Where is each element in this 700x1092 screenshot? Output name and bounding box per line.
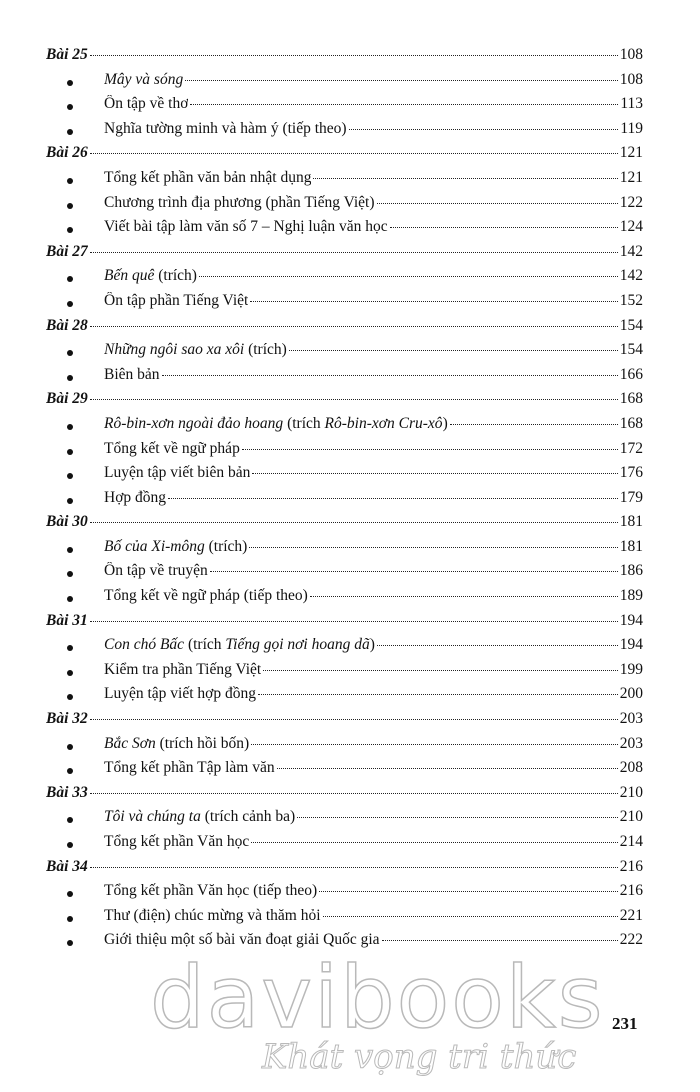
lesson-title: Bài 25 xyxy=(46,46,88,63)
toc-page-number: 108 xyxy=(619,70,643,88)
dot-leader xyxy=(310,596,618,597)
item-title xyxy=(104,292,248,310)
dot-leader xyxy=(90,793,618,794)
toc-page-number: 200 xyxy=(619,685,643,703)
dot-leader xyxy=(162,375,618,376)
dot-leader xyxy=(377,645,618,646)
item-title xyxy=(104,562,208,580)
lesson-title: Bài 29 xyxy=(46,390,88,408)
dot-leader xyxy=(251,744,618,745)
item-title xyxy=(104,735,249,753)
toc-page-number: 181 xyxy=(619,513,643,531)
dot-leader xyxy=(450,424,618,425)
toc-lesson-row xyxy=(46,243,643,268)
dot-leader xyxy=(90,621,618,622)
dot-leader xyxy=(90,326,618,327)
dot-leader xyxy=(263,670,618,671)
toc-page-number: 221 xyxy=(619,906,643,924)
watermark-brand: davibooks xyxy=(150,948,605,1048)
page-number: 231 xyxy=(612,1014,638,1033)
toc-page-number: 189 xyxy=(619,587,643,605)
toc-page-number: 172 xyxy=(619,439,643,457)
toc-page-number: 124 xyxy=(619,218,643,236)
lesson-title: Bài 31 xyxy=(46,611,88,629)
item-title-part: Tổng kết phần Văn học xyxy=(104,833,250,850)
item-title-part: (trích cảnh ba) xyxy=(200,808,296,826)
item-title-part: (trích) xyxy=(204,537,248,555)
toc-item-row xyxy=(46,833,643,858)
dot-leader xyxy=(250,301,617,302)
toc-page-number: 121 xyxy=(619,144,643,162)
item-title-part: (trích hồi bốn) xyxy=(155,734,250,752)
toc-lesson-row xyxy=(46,144,643,169)
item-title xyxy=(104,120,347,138)
dot-leader xyxy=(251,842,618,843)
item-title xyxy=(104,636,375,654)
toc-lesson-row xyxy=(46,710,643,735)
toc-item-row xyxy=(46,489,643,514)
dot-leader xyxy=(319,891,618,892)
item-title-part: Ôn tập về truyện xyxy=(104,562,208,580)
toc-item-row xyxy=(46,440,643,465)
dot-leader xyxy=(377,203,618,204)
item-title xyxy=(104,833,249,851)
dot-leader xyxy=(349,129,619,130)
item-title xyxy=(104,661,261,679)
watermark-slogan: Khát vọng tri thức xyxy=(262,1037,577,1077)
item-title xyxy=(104,538,247,556)
toc-page-number: 194 xyxy=(619,636,643,654)
dot-leader xyxy=(313,178,617,179)
dot-leader xyxy=(277,768,618,769)
lesson-title: Bài 28 xyxy=(46,316,88,334)
item-title-part: Bắc Sơn xyxy=(104,734,156,752)
toc-item-row xyxy=(46,735,643,760)
item-title-part: Tổng kết về ngữ pháp xyxy=(104,439,240,457)
dot-leader xyxy=(390,227,618,228)
dot-leader xyxy=(90,153,618,154)
toc-lesson-row xyxy=(46,513,643,538)
item-title xyxy=(104,415,448,433)
item-title-part: Bố của Xi-mông xyxy=(104,537,205,555)
item-title xyxy=(104,685,256,703)
toc-item-row xyxy=(46,661,643,686)
lesson-title: Bài 27 xyxy=(46,242,88,260)
item-title-part: (trích xyxy=(283,414,325,432)
item-title-part: (trích) xyxy=(244,341,287,359)
item-title-part: Giới thiệu một số bài văn đoạt giải Quốc gia xyxy=(104,931,380,949)
toc-item-row xyxy=(46,194,643,219)
item-title-part: Luyện tập viết hợp đồng xyxy=(104,685,256,703)
toc-page-number: 142 xyxy=(619,267,643,285)
toc-page-number: 222 xyxy=(619,931,643,949)
item-title xyxy=(104,489,166,507)
toc-item-row xyxy=(46,366,643,391)
toc-item-row xyxy=(46,759,643,784)
item-title-part: Ôn tập về thơ xyxy=(104,95,189,113)
toc-page-number: 108 xyxy=(619,46,643,63)
item-title-part: Bến quê xyxy=(104,267,155,285)
toc-item-row xyxy=(46,415,643,440)
toc-item-row xyxy=(46,464,643,489)
toc-page-number: 210 xyxy=(619,783,643,801)
toc-item-row xyxy=(46,341,643,366)
toc-lesson-row xyxy=(46,858,643,883)
dot-leader xyxy=(90,719,618,720)
item-title xyxy=(104,169,311,187)
toc-lesson-row xyxy=(46,390,643,415)
toc-item-row xyxy=(46,538,643,563)
toc-page-number: 176 xyxy=(619,464,643,482)
item-title-part: Ôn tập phần Tiếng Việt xyxy=(104,291,249,309)
item-title xyxy=(104,587,308,605)
item-title xyxy=(104,366,160,384)
item-title-part: Tổng kết phần Tập làm văn xyxy=(104,759,275,777)
item-title xyxy=(104,759,275,777)
item-title-part: ) xyxy=(442,414,448,432)
dot-leader xyxy=(323,916,618,917)
toc-page-number: 142 xyxy=(619,242,643,260)
toc-item-row xyxy=(46,292,643,317)
item-title-part: Tổng kết phần Văn học (tiếp theo) xyxy=(104,882,318,900)
dot-leader xyxy=(90,399,618,400)
item-title xyxy=(104,808,295,826)
dot-leader xyxy=(90,522,618,523)
toc-item-row xyxy=(46,808,643,833)
item-title xyxy=(104,440,240,458)
dot-leader xyxy=(382,940,618,941)
toc-item-row xyxy=(46,907,643,932)
toc-page-number: 152 xyxy=(619,291,643,309)
toc-item-row xyxy=(46,267,643,292)
lesson-title: Bài 26 xyxy=(46,144,88,162)
toc-page-number: 122 xyxy=(619,193,643,211)
item-title-part: Viết bài tập làm văn số 7 – Nghị luận văn học xyxy=(104,218,388,236)
item-title xyxy=(104,267,197,285)
item-title-part: Rô-bin-xơn Cru-xô xyxy=(324,414,443,432)
item-title-part: Những ngôi sao xa xôi xyxy=(104,341,245,359)
toc-item-row xyxy=(46,882,643,907)
toc-page-number: 119 xyxy=(620,119,643,137)
dot-leader xyxy=(258,694,618,695)
toc-page-number: 181 xyxy=(619,537,643,555)
toc-page-number: 216 xyxy=(619,882,643,900)
item-title xyxy=(104,194,375,212)
toc-page-number: 154 xyxy=(619,341,643,359)
lesson-title: Bài 30 xyxy=(46,513,88,531)
toc-item-row xyxy=(46,587,643,612)
toc-lesson-row xyxy=(46,612,643,637)
item-title-part: Kiểm tra phần Tiếng Việt xyxy=(104,660,262,678)
item-title-part: (trích xyxy=(184,636,226,654)
toc-page-number: 214 xyxy=(619,833,643,850)
lesson-title: Bài 32 xyxy=(46,710,88,728)
item-title xyxy=(104,95,188,113)
toc-item-row xyxy=(46,562,643,587)
item-title xyxy=(104,931,380,949)
item-title-part: Hợp đồng xyxy=(104,488,167,506)
item-title xyxy=(104,341,287,359)
item-title-part: (trích) xyxy=(154,267,197,285)
dot-leader xyxy=(199,276,618,277)
item-title-part: Thư (điện) chúc mừng và thăm hỏi xyxy=(104,906,321,924)
toc-page-number: 186 xyxy=(619,562,643,580)
item-title-part: Rô-bin-xơn ngoài đảo hoang xyxy=(104,414,284,432)
dot-leader xyxy=(252,473,617,474)
toc-page-number: 179 xyxy=(619,488,643,506)
toc-page-number: 199 xyxy=(619,660,643,678)
toc-item-row xyxy=(46,169,643,194)
dot-leader xyxy=(90,55,618,56)
toc-item-row xyxy=(46,120,643,145)
item-title-part: Tổng kết phần văn bản nhật dụng xyxy=(104,168,312,186)
item-title-part: Chương trình địa phương (phần Tiếng Việt) xyxy=(104,193,375,211)
toc-page-number: 210 xyxy=(619,808,643,826)
dot-leader xyxy=(168,498,618,499)
toc-page-number: 168 xyxy=(619,390,643,408)
item-title-part: Tôi và chúng ta xyxy=(104,808,201,826)
item-title xyxy=(104,907,321,925)
lesson-title: Bài 33 xyxy=(46,783,88,801)
item-title-part: Nghĩa tường minh và hàm ý (tiếp theo) xyxy=(104,119,347,137)
toc-lesson-row xyxy=(46,317,643,342)
item-title-part: Mây và sóng xyxy=(104,70,184,88)
item-title xyxy=(104,71,183,89)
item-title-part: Luyện tập viết biên bản xyxy=(104,464,251,482)
lesson-title: Bài 34 xyxy=(46,857,88,875)
toc-page-number: 166 xyxy=(619,365,643,383)
toc-item-row xyxy=(46,71,643,96)
toc-page-number: 203 xyxy=(619,734,643,752)
toc-item-row xyxy=(46,685,643,710)
toc-lesson-row xyxy=(46,46,643,71)
toc-item-row xyxy=(46,636,643,661)
item-title xyxy=(104,464,250,482)
dot-leader xyxy=(297,817,618,818)
toc-item-row xyxy=(46,218,643,243)
dot-leader xyxy=(210,571,618,572)
toc-page-number: 113 xyxy=(620,95,643,113)
toc-page-number: 216 xyxy=(619,857,643,875)
dot-leader xyxy=(90,867,618,868)
toc-page-number: 154 xyxy=(619,316,643,334)
item-title xyxy=(104,218,388,236)
toc-page-number: 203 xyxy=(619,710,643,728)
item-title-part: Tổng kết về ngữ pháp (tiếp theo) xyxy=(104,587,308,605)
toc-page-number: 194 xyxy=(619,611,643,629)
table-of-contents xyxy=(46,46,643,956)
toc-page-number: 168 xyxy=(619,414,643,432)
dot-leader xyxy=(289,350,618,351)
item-title-part: Con chó Bấc xyxy=(104,636,185,654)
item-title xyxy=(104,882,317,900)
dot-leader xyxy=(249,547,617,548)
item-title-part: Biên bản xyxy=(104,365,160,383)
item-title-part: Tiếng gọi nơi hoang dã xyxy=(225,636,370,654)
toc-lesson-row xyxy=(46,784,643,809)
toc-page-number: 121 xyxy=(619,168,643,186)
dot-leader xyxy=(242,449,618,450)
toc-item-row xyxy=(46,95,643,120)
dot-leader xyxy=(190,104,618,105)
item-title-part: ) xyxy=(369,636,375,654)
dot-leader xyxy=(185,80,618,81)
dot-leader xyxy=(90,252,618,253)
toc-page-number: 208 xyxy=(619,759,643,777)
